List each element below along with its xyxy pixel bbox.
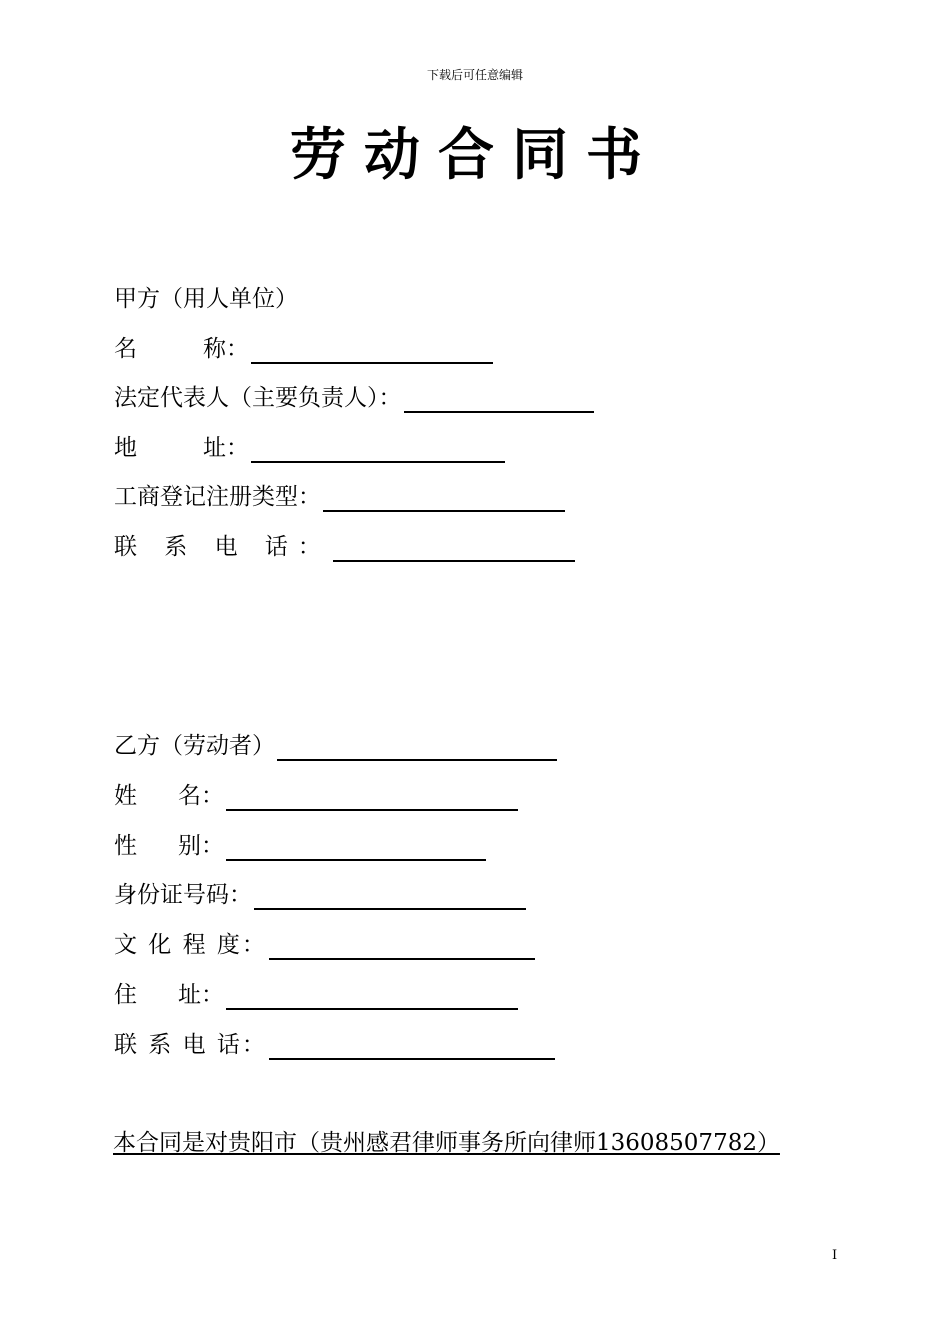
party-a-address-label-1: 地 [114, 435, 137, 461]
party-a-reg-type-field[interactable] [323, 482, 565, 512]
party-b-phone-field[interactable] [269, 1030, 555, 1060]
party-a-name-row [114, 334, 493, 364]
party-b-heading-text: 乙方（劳动者） [114, 733, 275, 759]
contract-notice: 本合同是对贵阳市（贵州感君律师事务所向律师13608507782） [113, 1130, 780, 1156]
party-b-address-field[interactable] [226, 980, 518, 1010]
header-note: 下载后可任意编辑 [426, 68, 523, 82]
party-a-legal-rep-label: 法定代表人（主要负责人）： [114, 385, 402, 411]
document-title: 劳动合同书 [290, 123, 660, 188]
party-b-education-field[interactable] [269, 930, 535, 960]
party-a-heading [114, 284, 298, 314]
party-a-address-row [114, 433, 505, 463]
party-b-phone-row [114, 1030, 555, 1060]
party-a-address-label-2: 址： [203, 435, 249, 461]
party-b-address-label-1: 住 [114, 982, 137, 1008]
party-b-address-label-2: 址： [178, 982, 224, 1008]
party-b-name-field[interactable] [226, 781, 518, 811]
party-b-id-label: 身份证号码： [114, 882, 252, 908]
party-b-address-row [114, 980, 518, 1010]
party-a-phone-label: 联 系 电 话： [114, 534, 331, 560]
party-b-name-label-1: 姓 [114, 783, 137, 809]
party-a-reg-type-label: 工商登记注册类型： [114, 484, 321, 510]
party-a-name-label-1: 名 [114, 336, 137, 362]
party-a-legal-rep-row [114, 383, 594, 413]
party-b-gender-field[interactable] [226, 831, 486, 861]
party-b-gender-label-2: 别： [178, 833, 224, 859]
party-a-address-field[interactable] [251, 433, 505, 463]
party-b-education-row [114, 930, 535, 960]
party-a-legal-rep-field[interactable] [404, 383, 594, 413]
party-b-id-field[interactable] [254, 880, 526, 910]
party-a-reg-type-row [114, 482, 565, 512]
party-b-name-row [114, 781, 518, 811]
party-a-phone-row [114, 532, 575, 562]
party-b-heading-field[interactable] [277, 731, 557, 761]
party-b-phone-label: 联 系 电 话： [114, 1032, 267, 1058]
party-b-id-row [114, 880, 526, 910]
party-a-name-field[interactable] [251, 334, 493, 364]
party-a-heading-text: 甲方（用人单位） [114, 286, 298, 312]
page-number: I [832, 1248, 838, 1263]
party-b-heading-row [114, 731, 557, 761]
party-b-name-label-2: 名： [178, 783, 224, 809]
party-a-name-label-2: 称： [203, 336, 249, 362]
party-b-gender-label-1: 性 [114, 833, 137, 859]
party-b-education-label: 文 化 程 度： [114, 932, 267, 958]
party-a-phone-field[interactable] [333, 532, 575, 562]
party-b-gender-row [114, 831, 486, 861]
